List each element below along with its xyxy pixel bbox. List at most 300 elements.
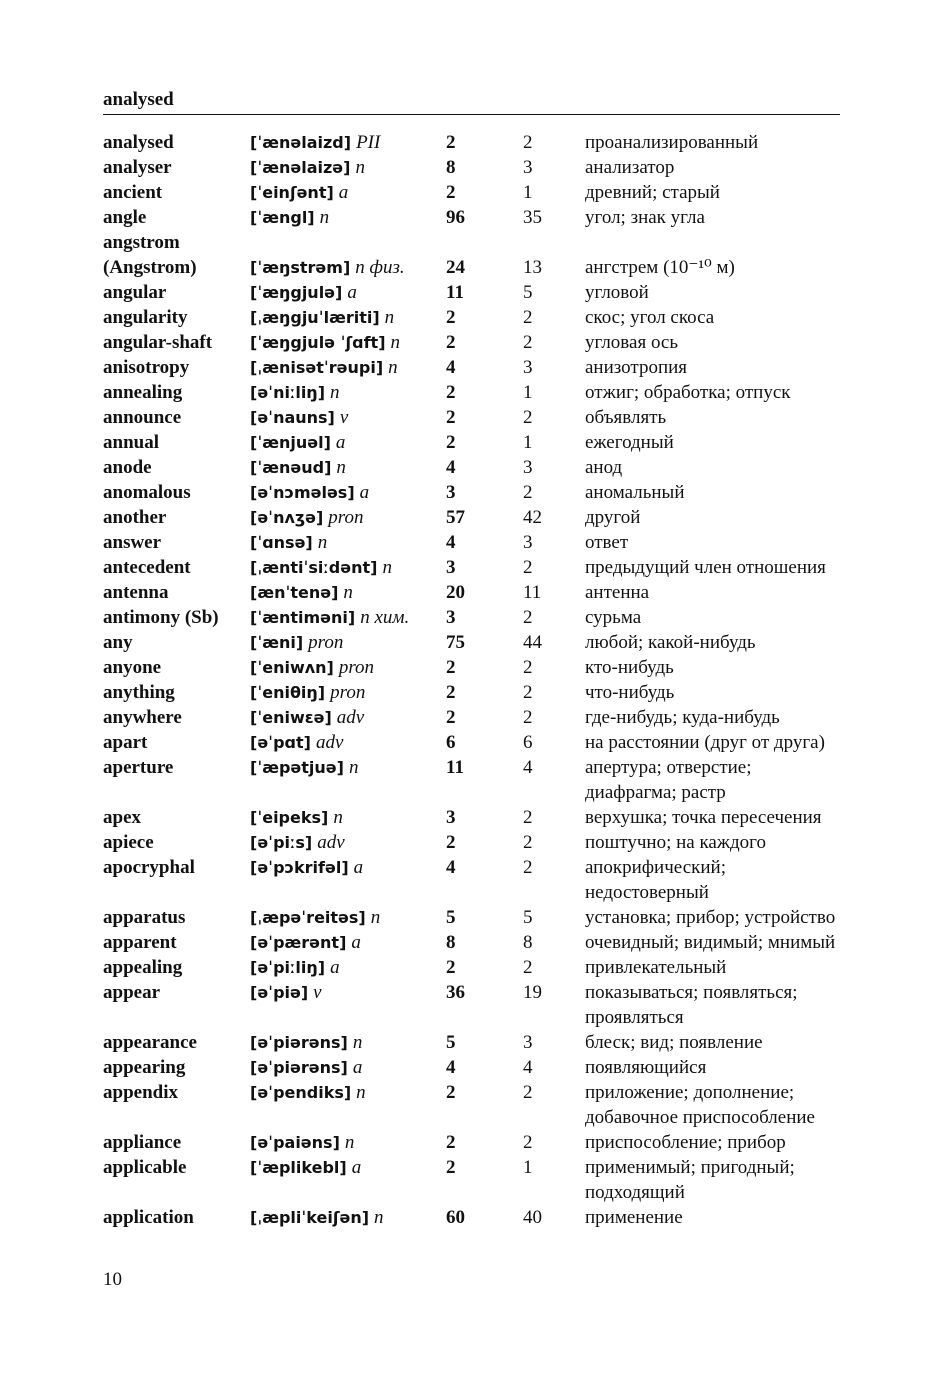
transcription: [ˈeipeks] — [250, 808, 329, 827]
transcription: [ænˈtenə] — [250, 583, 339, 602]
headword: appear — [103, 982, 160, 1003]
pronunciation-cell — [250, 530, 446, 555]
part-of-speech: a — [359, 482, 370, 503]
transcription: [əˈpiːs] — [250, 833, 313, 852]
part-of-speech: n — [317, 532, 328, 553]
translation: применимый; пригодный; подходящий — [585, 1157, 795, 1203]
headword: antenna — [103, 582, 169, 603]
frequency-count: 2 — [446, 307, 456, 328]
translation: проанализированный — [585, 132, 759, 153]
part-of-speech: a — [351, 1157, 362, 1178]
pronunciation-cell — [250, 205, 446, 230]
dictionary-entry — [103, 555, 845, 580]
frequency-count-secondary: 2 — [523, 707, 533, 728]
pronunciation-cell — [250, 930, 446, 955]
frequency-count: 3 — [446, 807, 456, 828]
frequency-count-secondary: 5 — [523, 907, 533, 928]
frequency-count-secondary: 2 — [523, 557, 533, 578]
page-number: 10 — [103, 1269, 122, 1290]
frequency-count-secondary: 35 — [523, 207, 542, 228]
frequency-count: 4 — [446, 532, 456, 553]
frequency-count: 4 — [446, 357, 456, 378]
transcription: [əˈpɑt] — [250, 733, 311, 752]
translation: сурьма — [585, 607, 642, 628]
headword: apiece — [103, 832, 154, 853]
frequency-count: 2 — [446, 1082, 456, 1103]
frequency-count-secondary: 4 — [523, 1057, 533, 1078]
frequency-count: 3 — [446, 557, 456, 578]
headword: angular — [103, 282, 167, 303]
translation: кто-нибудь — [585, 657, 674, 678]
frequency-count: 2 — [446, 957, 456, 978]
translation: отжиг; обработка; отпуск — [585, 382, 791, 403]
pronunciation-cell — [250, 305, 446, 330]
headword: appearing — [103, 1057, 186, 1078]
pronunciation-cell — [250, 1130, 446, 1155]
headword: annual — [103, 432, 159, 453]
pronunciation-cell — [250, 980, 446, 1005]
frequency-count-secondary: 2 — [523, 332, 533, 353]
frequency-count: 36 — [446, 982, 465, 1003]
translation: верхушка; точка пересечения — [585, 807, 822, 828]
part-of-speech: n — [319, 207, 330, 228]
pronunciation-cell — [250, 480, 446, 505]
part-of-speech: pron — [328, 507, 364, 528]
pronunciation-cell — [250, 605, 446, 630]
dictionary-entry — [103, 580, 845, 605]
frequency-count-secondary: 44 — [523, 632, 542, 653]
frequency-count: 3 — [446, 607, 456, 628]
pronunciation-cell — [250, 455, 446, 480]
frequency-count: 2 — [446, 707, 456, 728]
frequency-count: 4 — [446, 457, 456, 478]
headword: apparatus — [103, 907, 186, 928]
pronunciation-cell — [250, 630, 446, 655]
headword: apex — [103, 807, 141, 828]
pronunciation-cell — [250, 405, 446, 430]
translation: ангстрем (10⁻¹⁰ м) — [585, 257, 735, 278]
part-of-speech: a — [335, 432, 346, 453]
dictionary-entry — [103, 330, 845, 355]
transcription: [əˈpærənt] — [250, 933, 347, 952]
frequency-count-secondary: 3 — [523, 457, 533, 478]
dictionary-entry — [103, 1030, 845, 1055]
part-of-speech: n — [330, 382, 340, 403]
dictionary-entry — [103, 730, 845, 755]
frequency-count: 2 — [446, 1157, 456, 1178]
dictionary-entry — [103, 980, 845, 1030]
transcription: [əˈnauns] — [250, 408, 335, 427]
dictionary-entry — [103, 1205, 845, 1230]
frequency-count-secondary: 5 — [523, 282, 533, 303]
dictionary-entry — [103, 905, 845, 930]
pronunciation-cell — [250, 505, 446, 530]
translation: установка; прибор; устройство — [585, 907, 836, 928]
dictionary-entry — [103, 530, 845, 555]
frequency-count: 2 — [446, 432, 456, 453]
transcription: [ˈæplikebl] — [250, 1158, 347, 1177]
frequency-count: 8 — [446, 157, 456, 178]
translation: древний; старый — [585, 182, 720, 203]
headword: anywhere — [103, 707, 182, 728]
headword: appendix — [103, 1082, 178, 1103]
headword: application — [103, 1207, 194, 1228]
frequency-count: 2 — [446, 832, 456, 853]
transcription: [ˈæŋstrəm] — [250, 258, 351, 277]
headword: anomalous — [103, 482, 191, 503]
frequency-count: 5 — [446, 907, 456, 928]
dictionary-entry — [103, 705, 845, 730]
frequency-count: 57 — [446, 507, 465, 528]
transcription: [ˈænəlaizə] — [250, 158, 351, 177]
translation: антенна — [585, 582, 650, 603]
frequency-count: 2 — [446, 407, 456, 428]
pronunciation-cell — [250, 255, 446, 280]
pronunciation-cell — [250, 380, 446, 405]
headword: ancient — [103, 182, 163, 203]
dictionary-entry — [103, 430, 845, 455]
transcription: [ˈeniθiŋ] — [250, 683, 326, 702]
translation: угловой — [585, 282, 649, 303]
dictionary-entry — [103, 455, 845, 480]
part-of-speech: pron — [338, 657, 375, 678]
translation: другой — [585, 507, 641, 528]
translation: привлекательный — [585, 957, 727, 978]
transcription: [ˈeniwɛə] — [250, 708, 332, 727]
transcription: [əˈniːliŋ] — [250, 383, 325, 402]
transcription: [ˈæntiməni] — [250, 608, 356, 627]
dictionary-entry — [103, 205, 845, 230]
frequency-count-secondary: 3 — [523, 532, 533, 553]
headword: appliance — [103, 1132, 182, 1153]
frequency-count: 2 — [446, 657, 456, 678]
dictionary-entry — [103, 1055, 845, 1080]
headword: anyone — [103, 657, 162, 678]
pronunciation-cell — [250, 130, 446, 155]
translation: любой; какой-нибудь — [585, 632, 756, 653]
transcription: [ˈænəud] — [250, 458, 332, 477]
part-of-speech: n — [333, 807, 343, 828]
dictionary-entry — [103, 405, 845, 430]
dictionary-entry — [103, 605, 845, 630]
translation: угол; знак угла — [585, 207, 705, 228]
transcription: [ˌæŋgjuˈlæriti] — [250, 308, 380, 327]
frequency-count: 3 — [446, 482, 456, 503]
frequency-count-secondary: 4 — [523, 757, 533, 778]
frequency-count: 20 — [446, 582, 465, 603]
transcription: [əˈpɔkrifəl] — [250, 858, 349, 877]
headword: analyser — [103, 157, 172, 178]
part-of-speech: n — [370, 907, 381, 928]
dictionary-entry — [103, 180, 845, 205]
translation: скос; угол скоса — [585, 307, 715, 328]
frequency-count: 11 — [446, 757, 464, 778]
part-of-speech: n — [374, 1207, 384, 1228]
pronunciation-cell — [250, 430, 446, 455]
frequency-count-secondary: 2 — [523, 1082, 533, 1103]
frequency-count-secondary: 11 — [523, 582, 542, 603]
headword: appealing — [103, 957, 183, 978]
part-of-speech: adv — [317, 832, 345, 853]
translation: приложение; дополнение; добавочное приспособление — [585, 1082, 815, 1128]
part-of-speech: a — [351, 932, 361, 953]
part-of-speech: a — [338, 182, 349, 203]
transcription: [əˈpaiəns] — [250, 1133, 340, 1152]
part-of-speech: n — [355, 157, 365, 178]
transcription: [ˌæpəˈreitəs] — [250, 908, 366, 927]
dictionary-entry — [103, 130, 845, 155]
headword: appearance — [103, 1032, 197, 1053]
translation: на расстоянии (друг от друга) — [585, 732, 825, 753]
frequency-count-secondary: 2 — [523, 807, 533, 828]
part-of-speech: pron — [308, 632, 344, 653]
running-head: analysed — [103, 88, 840, 115]
pronunciation-cell — [250, 1155, 446, 1180]
translation: блеск; вид; появление — [585, 1032, 763, 1053]
frequency-count: 2 — [446, 682, 456, 703]
headword: anode — [103, 457, 152, 478]
dictionary-entry — [103, 655, 845, 680]
frequency-count-secondary: 2 — [523, 407, 533, 428]
transcription: [ˈeniwʌn] — [250, 658, 334, 677]
pronunciation-cell — [250, 155, 446, 180]
dictionary-entry — [103, 480, 845, 505]
dictionary-entry — [103, 1155, 845, 1205]
headword: angularity — [103, 307, 188, 328]
headword: any — [103, 632, 133, 653]
frequency-count: 2 — [446, 382, 456, 403]
dictionary-entry — [103, 280, 845, 305]
dictionary-entry — [103, 930, 845, 955]
pronunciation-cell — [250, 280, 446, 305]
frequency-count-secondary: 2 — [523, 957, 533, 978]
frequency-count-secondary: 3 — [523, 1032, 533, 1053]
dictionary-entry — [103, 255, 845, 280]
headword: another — [103, 507, 167, 528]
transcription: [ˈængl] — [250, 208, 315, 227]
headword: antecedent — [103, 557, 191, 578]
headword: antimony (Sb) — [103, 607, 219, 628]
pronunciation-cell — [250, 705, 446, 730]
part-of-speech: v — [313, 982, 322, 1003]
frequency-count-secondary: 3 — [523, 357, 533, 378]
frequency-count: 8 — [446, 932, 456, 953]
transcription: [ˈɑnsə] — [250, 533, 313, 552]
frequency-count-secondary: 42 — [523, 507, 542, 528]
frequency-count-secondary: 2 — [523, 607, 533, 628]
part-of-speech: n — [388, 357, 398, 378]
headword: anything — [103, 682, 175, 703]
headword: angle — [103, 207, 147, 228]
part-of-speech: a — [330, 957, 340, 978]
pronunciation-cell — [250, 655, 446, 680]
frequency-count: 2 — [446, 1132, 456, 1153]
headword: apocryphal — [103, 857, 195, 878]
translation: ежегодный — [585, 432, 674, 453]
part-of-speech: v — [339, 407, 349, 428]
dictionary-entry — [103, 855, 845, 905]
pronunciation-cell — [250, 1055, 446, 1080]
pronunciation-cell — [250, 330, 446, 355]
headword: (Angstrom) — [103, 257, 197, 278]
pronunciation-cell — [250, 805, 446, 830]
transcription: [əˈpendiks] — [250, 1083, 352, 1102]
frequency-count-secondary: 2 — [523, 1132, 533, 1153]
transcription: [əˈpiərəns] — [250, 1058, 348, 1077]
dictionary-entry — [103, 955, 845, 980]
frequency-count: 75 — [446, 632, 465, 653]
transcription: [ˌæntiˈsiːdənt] — [250, 558, 378, 577]
translation: показываться; появляться; проявляться — [585, 982, 798, 1028]
part-of-speech: n — [348, 757, 359, 778]
transcription: [ˈeinʃənt] — [250, 183, 334, 202]
dictionary-entry — [103, 155, 845, 180]
transcription: [əˈnʌʒə] — [250, 508, 324, 527]
pronunciation-cell — [250, 180, 446, 205]
frequency-count: 60 — [446, 1207, 465, 1228]
part-of-speech: n физ. — [355, 257, 405, 278]
frequency-count-secondary: 2 — [523, 132, 533, 153]
dictionary-entry — [103, 1080, 845, 1130]
pronunciation-cell — [250, 830, 446, 855]
pronunciation-cell — [250, 730, 446, 755]
headword: announce — [103, 407, 182, 428]
pronunciation-cell — [250, 755, 446, 780]
translation: объявлять — [585, 407, 667, 428]
headword: angular-shaft — [103, 332, 213, 353]
headword: annealing — [103, 382, 183, 403]
frequency-count: 5 — [446, 1032, 456, 1053]
dictionary-entry — [103, 830, 845, 855]
part-of-speech: a — [347, 282, 357, 303]
part-of-speech: n — [356, 1082, 366, 1103]
translation: появляющийся — [585, 1057, 707, 1078]
transcription: [ˌænisətˈrəupi] — [250, 358, 384, 377]
pronunciation-cell — [250, 230, 446, 255]
transcription: [ˌæpliˈkeiʃən] — [250, 1208, 370, 1227]
headword: answer — [103, 532, 162, 553]
pronunciation-cell — [250, 355, 446, 380]
translation: анод — [585, 457, 623, 478]
part-of-speech: n — [382, 557, 392, 578]
translation: что-нибудь — [585, 682, 675, 703]
translation: анализатор — [585, 157, 675, 178]
pronunciation-cell — [250, 580, 446, 605]
frequency-count: 2 — [446, 182, 456, 203]
frequency-count-secondary: 2 — [523, 657, 533, 678]
transcription: [əˈpiːliŋ] — [250, 958, 326, 977]
frequency-count-secondary: 2 — [523, 857, 533, 878]
dictionary-entry — [103, 680, 845, 705]
transcription: [əˈpiə] — [250, 983, 309, 1002]
pronunciation-cell — [250, 855, 446, 880]
frequency-count-secondary: 1 — [523, 1157, 533, 1178]
dictionary-entry — [103, 755, 845, 805]
transcription: [ˈænjuəl] — [250, 433, 331, 452]
part-of-speech: n — [343, 582, 353, 603]
part-of-speech: n — [344, 1132, 355, 1153]
dictionary-entry — [103, 505, 845, 530]
frequency-count-secondary: 6 — [523, 732, 533, 753]
translation: предыдущий член отношения — [585, 557, 826, 578]
pronunciation-cell — [250, 1030, 446, 1055]
frequency-count-secondary: 2 — [523, 482, 533, 503]
headword: apart — [103, 732, 148, 753]
frequency-count: 2 — [446, 132, 456, 153]
frequency-count: 4 — [446, 1057, 456, 1078]
part-of-speech: PII — [356, 132, 381, 153]
headword: aperture — [103, 757, 174, 778]
pronunciation-cell — [250, 905, 446, 930]
dictionary-entry — [103, 230, 845, 255]
pronunciation-cell — [250, 1080, 446, 1105]
translation: угловая ось — [585, 332, 679, 353]
translation: где-нибудь; куда-нибудь — [585, 707, 780, 728]
part-of-speech: adv — [336, 707, 365, 728]
translation: аномальный — [585, 482, 685, 503]
translation: очевидный; видимый; мнимый — [585, 932, 836, 953]
frequency-count-secondary: 19 — [523, 982, 542, 1003]
headword: applicable — [103, 1157, 187, 1178]
frequency-count-secondary: 2 — [523, 832, 533, 853]
translation: анизотропия — [585, 357, 688, 378]
frequency-count: 6 — [446, 732, 456, 753]
transcription: [ˈænəlaizd] — [250, 133, 352, 152]
part-of-speech: pron — [330, 682, 366, 703]
headword: apparent — [103, 932, 177, 953]
frequency-count-secondary: 13 — [523, 257, 542, 278]
dictionary-entries — [103, 130, 845, 1230]
frequency-count-secondary: 1 — [523, 432, 533, 453]
part-of-speech: a — [352, 1057, 363, 1078]
dictionary-entry — [103, 355, 845, 380]
transcription: [ˈæni] — [250, 633, 304, 652]
dictionary-entry — [103, 380, 845, 405]
frequency-count: 96 — [446, 207, 465, 228]
part-of-speech: n — [390, 332, 401, 353]
part-of-speech: n — [336, 457, 346, 478]
part-of-speech: n хим. — [360, 607, 410, 628]
transcription: [əˈpiərəns] — [250, 1033, 348, 1052]
dictionary-entry — [103, 1130, 845, 1155]
pronunciation-cell — [250, 555, 446, 580]
translation: поштучно; на каждого — [585, 832, 766, 853]
translation: приспособление; прибор — [585, 1132, 786, 1153]
part-of-speech: n — [384, 307, 395, 328]
frequency-count-secondary: 40 — [523, 1207, 542, 1228]
part-of-speech: n — [352, 1032, 363, 1053]
pronunciation-cell — [250, 680, 446, 705]
frequency-count: 24 — [446, 257, 465, 278]
frequency-count: 2 — [446, 332, 456, 353]
headword: analysed — [103, 132, 174, 153]
headword: anisotropy — [103, 357, 190, 378]
frequency-count: 4 — [446, 857, 456, 878]
part-of-speech: a — [353, 857, 364, 878]
dictionary-entry — [103, 630, 845, 655]
frequency-count-secondary: 8 — [523, 932, 533, 953]
pronunciation-cell — [250, 955, 446, 980]
translation: ответ — [585, 532, 629, 553]
frequency-count: 11 — [446, 282, 464, 303]
transcription: [ˈæpətjuə] — [250, 758, 344, 777]
transcription: [əˈnɔmələs] — [250, 483, 355, 502]
frequency-count-secondary: 1 — [523, 182, 533, 203]
part-of-speech: adv — [315, 732, 344, 753]
pronunciation-cell — [250, 1205, 446, 1230]
translation: апокрифический; недостоверный — [585, 857, 726, 903]
frequency-count-secondary: 2 — [523, 307, 533, 328]
